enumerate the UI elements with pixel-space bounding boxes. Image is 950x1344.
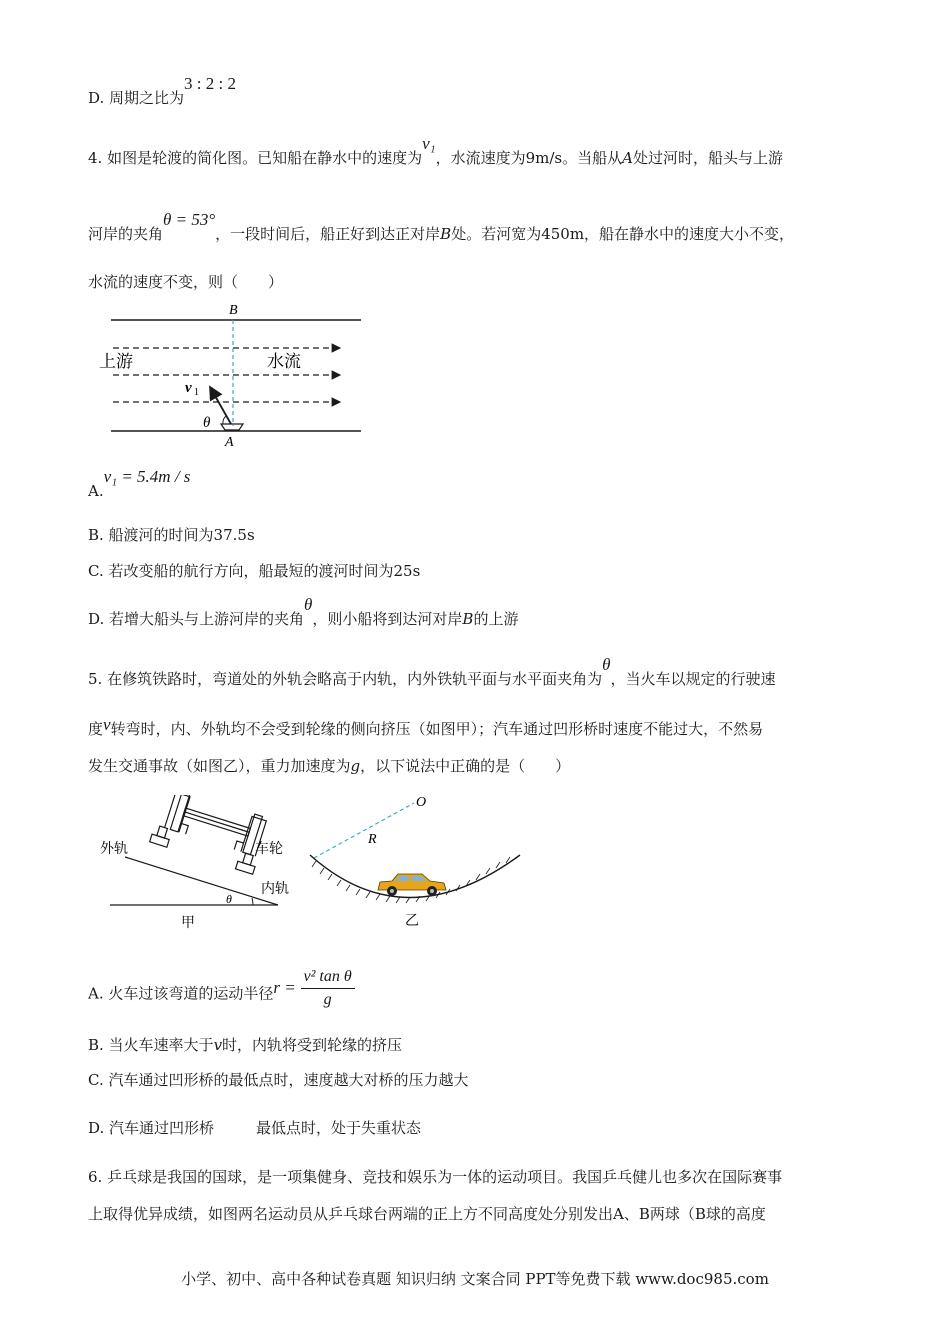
q5-option-a-fraction	[301, 966, 355, 1011]
q6-stem-line1: 6. 乒乓球是我国的国球，是一项集健身、竞技和娱乐为一体的运动项目。我国乒乓健儿也多次在国际赛事	[88, 1168, 783, 1186]
q5-fig-label-r: R	[368, 832, 377, 847]
q4-option-d-theta: θ	[304, 595, 313, 614]
q4-stem-text: 处。若河宽为450m，船在静水中的速度大小不变，	[451, 225, 795, 243]
q5-option-d-text: 最低点时，处于失重状态	[256, 1119, 422, 1137]
q5-g: g	[350, 757, 361, 775]
q4-stem-text: 4. 如图是轮渡的简化图。已知船在静水中的速度为	[88, 149, 423, 167]
q4-option-a-prefix: A.	[88, 482, 104, 500]
q5-stem-text: ，以下说法中正确的是（ ）	[360, 757, 571, 775]
q5-stem-line3	[88, 755, 570, 777]
q4-stem-line2	[88, 210, 795, 245]
q4-fig-label-upstream: 上游	[99, 352, 133, 371]
q5-option-a-text: A. 火车过该弯道的运动半径	[88, 984, 274, 1003]
q4-fig-label-v1: v	[185, 380, 192, 396]
q4-fig-label-theta: θ	[203, 415, 211, 431]
q5-option-a-numerator: v² tan θ	[301, 966, 355, 989]
q5-fig-label-inner: 内轨	[261, 882, 289, 897]
q4-stem-line1	[88, 134, 783, 169]
q5-option-b-text: B. 当火车速率大于	[88, 1036, 214, 1054]
q6-stem-line2: 上取得优异成绩，如图两名运动员从乒乓球台两端的正上方不同高度处分别发出A、B两球（B球的高度	[88, 1205, 766, 1223]
q3-option-d	[88, 74, 236, 109]
car-icon	[378, 874, 446, 896]
q5-stem-text: 发生交通事故（如图乙），重力加速度为	[88, 757, 351, 775]
q4-option-a-math: v₁ = 5.4m / s	[103, 467, 191, 486]
q5-option-b-text: 时，内轨将受到轮缘的挤压	[222, 1036, 403, 1054]
q5-fig-label-yi: 乙	[405, 914, 419, 929]
q5-stem-text: 度	[88, 720, 104, 738]
q5-fig-label-outer: 外轨	[100, 842, 128, 857]
q5-rail-diagram	[95, 795, 300, 935]
q5-option-b-v: v	[213, 1036, 223, 1054]
q5-option-c: C. 汽车通过凹形桥的最低点时，速度越大对桥的压力越大	[88, 1071, 469, 1089]
q5-theta: θ	[602, 655, 611, 674]
q4-point-a: A	[622, 149, 633, 167]
q4-option-a	[88, 467, 191, 502]
q4-stem-text: ，水流速度为9m/s。当船从	[435, 149, 623, 167]
q4-fig-label-v1-sub: 1	[194, 387, 199, 398]
q4-river-diagram	[95, 298, 370, 450]
page-footer: 小学、初中、高中各种试卷真题 知识归纳 文案合同 PPT等免费下载 www.doc985.com	[181, 1270, 769, 1288]
q4-option-c: C. 若改变船的航行方向，船最短的渡河时间为25s	[88, 562, 421, 580]
q4-point-b: B	[440, 225, 452, 243]
q4-fig-label-flow: 水流	[267, 352, 301, 371]
q4-stem-line3: 水流的速度不变，则（ ）	[88, 273, 284, 291]
q5-stem-line1	[88, 655, 776, 690]
q5-option-a-denominator: g	[323, 991, 332, 1008]
q3-option-d-text: D. 周期之比为	[88, 89, 185, 107]
q5-stem-text: ，当火车以规定的行驶速	[610, 670, 776, 688]
q4-option-b: B. 船渡河的时间为37.5s	[88, 526, 255, 544]
q4-v1: v₁	[422, 134, 436, 153]
q5-option-d-text: D. 汽车通过凹形桥	[88, 1119, 215, 1137]
q3-option-d-ratio: 3 : 2 : 2	[184, 74, 236, 93]
q5-option-a	[88, 968, 355, 1017]
q4-option-d	[88, 595, 519, 630]
q4-fig-label-b: B	[229, 303, 238, 318]
q4-option-d-point: B	[462, 610, 474, 628]
q4-option-d-text: 的上游	[473, 610, 519, 628]
q5-option-a-r: r =	[273, 977, 296, 997]
q5-fig-label-o: O	[416, 795, 427, 810]
q4-stem-text: 处过河时，船头与上游	[632, 149, 783, 167]
q4-option-d-text: ，则小船将到达河对岸	[312, 610, 463, 628]
q5-option-d	[88, 1117, 421, 1139]
q5-stem-text: 转弯时，内、外轨均不会受到轮缘的侧向挤压（如图甲）；汽车通过凹形桥时速度不能过大，不然易	[110, 720, 764, 738]
q4-theta: θ = 53°	[163, 210, 216, 229]
q5-fig-label-theta: θ	[226, 892, 232, 906]
q5-fig-label-jia: 甲	[181, 916, 195, 931]
q4-option-d-text: D. 若增大船头与上游河岸的夹角	[88, 610, 305, 628]
q5-stem-line2	[88, 715, 764, 740]
q5-fig-label-wheel: 车轮	[255, 842, 283, 857]
q5-bridge-diagram	[300, 795, 528, 935]
q5-option-b	[88, 1034, 402, 1056]
q5-v: v	[103, 715, 111, 734]
q5-stem-text: 5. 在修筑铁路时，弯道处的外轨会略高于内轨，内外铁轨平面与水平面夹角为	[88, 670, 603, 688]
q4-stem-text: 河岸的夹角	[88, 225, 164, 243]
q4-stem-text: ，一段时间后，船正好到达正对岸	[215, 225, 441, 243]
q4-fig-label-a: A	[225, 435, 234, 450]
